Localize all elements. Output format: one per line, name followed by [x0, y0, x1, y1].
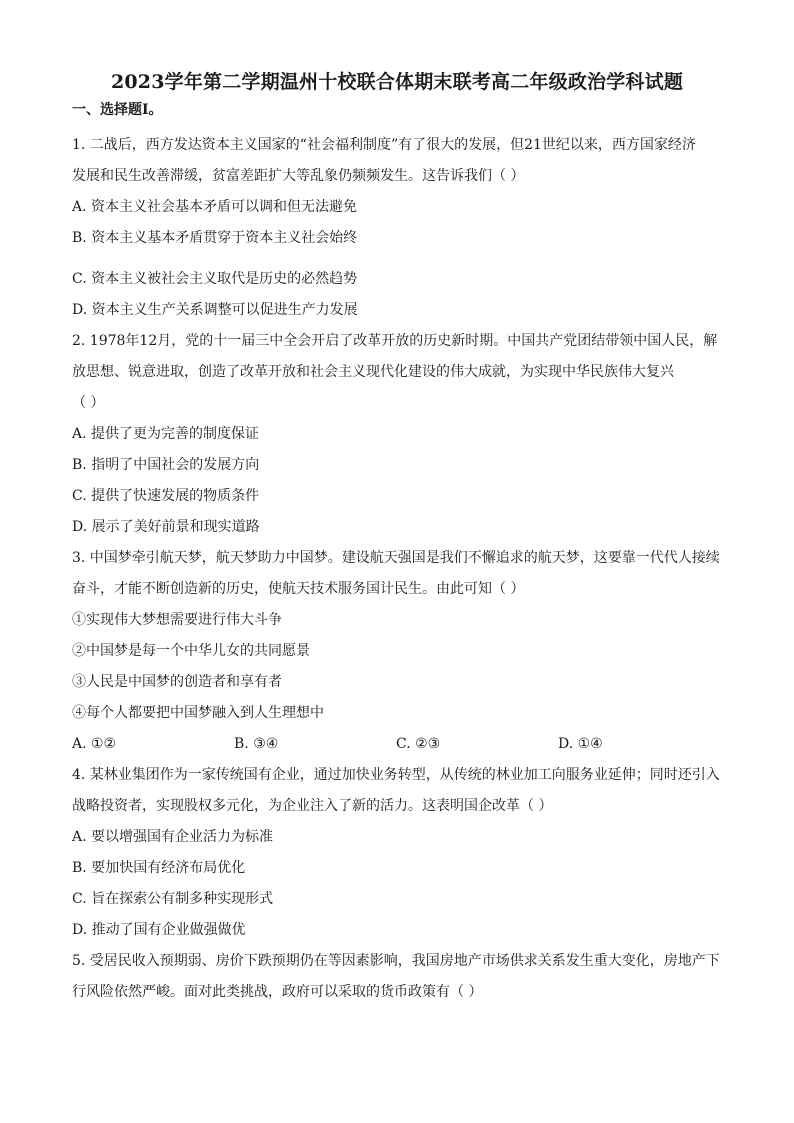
- answer-option-d: D. 推动了国有企业做强做优: [72, 922, 246, 938]
- choice-row: [72, 729, 722, 760]
- answer-option-b: B. 指明了中国社会的发展方向: [72, 457, 260, 473]
- question-stem-line: 3. 中国梦牵引航天梦，航天梦助力中国梦。建设航天强国是我们不懈追求的航天梦，这要靠一代代人接续: [72, 550, 720, 566]
- section-heading: 一、选择题Ⅰ。: [72, 102, 163, 118]
- question-stem-line: 战略投资者，实现股权多元化，为企业注入了新的活力。这表明国企改革（ ）: [72, 798, 553, 814]
- question-stem-line: 5. 受居民收入预期弱、房价下跌预期仍在等因素影响，我国房地产市场供求关系发生重大变化，房地产下: [72, 953, 720, 969]
- question-4: [72, 760, 722, 946]
- question-stem-line: 4. 某林业集团作为一家传统国有企业，通过加快业务转型，从传统的林业加工向服务业延伸；同时还引入: [72, 767, 720, 783]
- answer-option-d: D. 展示了美好前景和现实道路: [72, 519, 260, 535]
- exam-page: [72, 64, 722, 1008]
- answer-option-c: C. 旨在探索公有制多种实现形式: [72, 891, 274, 907]
- answer-option-c: C. 提供了快速发展的物质条件: [72, 488, 260, 504]
- question-stem-line: 奋斗，才能不断创造新的历史，使航天技术服务国计民生。由此可知（ ）: [72, 581, 525, 597]
- question-stem-line: 1. 二战后，西方发达资本主义国家的“社会福利制度”有了很大的发展，但21世纪以来，西方国家经济: [72, 137, 696, 153]
- answer-option-a: A. 提供了更为完善的制度保证: [72, 426, 260, 442]
- statement-3: ③人民是中国梦的创造者和享有者: [72, 674, 282, 690]
- answer-option-a: A. 资本主义社会基本矛盾可以调和但无法避免: [72, 199, 358, 215]
- question-stem-line: 2. 1978年12月，党的十一届三中全会开启了改革开放的历史新时期。中国共产党团结带领中国人民，解: [72, 333, 718, 349]
- question-3: [72, 543, 722, 760]
- answer-option-a: A. 要以增强国有企业活力为标准: [72, 829, 274, 845]
- question-stem-line: 放思想、锐意进取，创造了改革开放和社会主义现代化建设的伟大成就，为实现中华民族伟大复兴: [72, 364, 674, 380]
- answer-option-d: D. ①④: [558, 736, 603, 752]
- statement-1: ①实现伟大梦想需要进行伟大斗争: [72, 612, 282, 628]
- question-5: [72, 946, 722, 1008]
- answer-option-b: B. 要加快国有经济布局优化: [72, 860, 246, 876]
- answer-option-a: A. ①②: [72, 736, 117, 752]
- question-1: [72, 130, 722, 326]
- statement-4: ④每个人都要把中国梦融入到人生理想中: [72, 705, 324, 721]
- answer-option-c: C. 资本主义被社会主义取代是历史的必然趋势: [72, 271, 358, 287]
- question-stem-line: 行风险依然严峻。面对此类挑战，政府可以采取的货币政策有（ ）: [72, 984, 483, 1000]
- question-2: [72, 326, 722, 543]
- statement-2: ②中国梦是每一个中华儿女的共同愿景: [72, 643, 310, 659]
- answer-option-b: B. ③④: [234, 736, 279, 752]
- answer-option-c: C. ②③: [396, 736, 441, 752]
- answer-option-d: D. 资本主义生产关系调整可以促进生产力发展: [72, 302, 358, 318]
- page-title: 2023学年第二学期温州十校联合体期末联考高二年级政治学科试题: [110, 71, 684, 93]
- spacer: [72, 254, 722, 264]
- answer-option-b: B. 资本主义基本矛盾贯穿于资本主义社会始终: [72, 230, 358, 246]
- question-stem-line: 发展和民生改善滞缓，贫富差距扩大等乱象仍频频发生。这告诉我们（ ）: [72, 168, 525, 184]
- question-stem-line: （ ）: [72, 395, 105, 411]
